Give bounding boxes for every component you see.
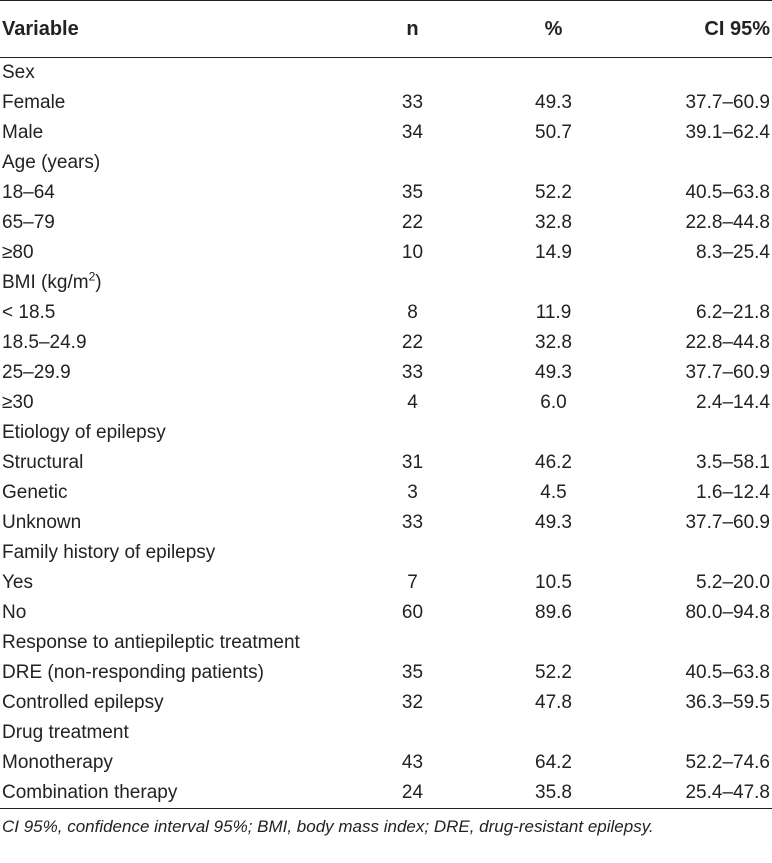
cell-variable <box>0 298 340 328</box>
cell-ci <box>622 148 772 178</box>
cell-percent: 10.5 <box>535 572 572 593</box>
variable-label: Family history of epilepsy <box>2 542 216 563</box>
cell-percent <box>485 268 622 298</box>
cell-ci: 40.5–63.8 <box>685 182 770 203</box>
cell-variable <box>0 778 340 809</box>
cell-n <box>340 628 485 658</box>
cell-n: 7 <box>407 572 418 593</box>
table-body <box>0 58 772 809</box>
cell-n: 22 <box>401 332 424 353</box>
cell-ci: 37.7–60.9 <box>685 362 770 383</box>
cell-percent: 32.8 <box>535 332 572 353</box>
table-row <box>0 538 772 568</box>
cell-percent <box>485 58 622 89</box>
cell-ci: 52.2–74.6 <box>685 752 770 773</box>
variable-label: ≥80 <box>2 242 34 263</box>
cell-percent: 52.2 <box>535 182 572 203</box>
cell-variable <box>0 478 340 508</box>
cell-variable <box>0 628 340 658</box>
table-row <box>0 238 772 268</box>
table-row <box>0 418 772 448</box>
cell-variable <box>0 748 340 778</box>
table-row <box>0 58 772 89</box>
cell-ci: 8.3–25.4 <box>696 242 770 263</box>
cell-n: 34 <box>401 122 424 143</box>
cell-ci: 37.7–60.9 <box>685 512 770 533</box>
table-row <box>0 598 772 628</box>
table-row <box>0 208 772 238</box>
cell-n <box>340 718 485 748</box>
cell-n: 43 <box>401 752 424 773</box>
cell-ci: 37.7–60.9 <box>685 92 770 113</box>
cell-variable <box>0 208 340 238</box>
cell-n <box>340 268 485 298</box>
cell-percent: 46.2 <box>535 452 572 473</box>
variable-label: 18.5–24.9 <box>2 332 87 353</box>
variable-label: No <box>2 602 27 623</box>
cell-variable <box>0 418 340 448</box>
cell-percent: 52.2 <box>535 662 572 683</box>
cell-n <box>340 538 485 568</box>
table-row <box>0 118 772 148</box>
cell-n: 33 <box>401 92 424 113</box>
cell-n <box>340 418 485 448</box>
cell-variable <box>0 388 340 418</box>
header-percent: % <box>485 1 622 58</box>
cell-ci: 39.1–62.4 <box>685 122 770 143</box>
table-row <box>0 478 772 508</box>
header-row <box>0 1 772 58</box>
cell-ci <box>622 538 772 568</box>
table-row <box>0 328 772 358</box>
header-n: n <box>340 1 485 58</box>
cell-n: 24 <box>340 778 485 809</box>
cell-variable <box>0 268 340 298</box>
cell-percent: 49.3 <box>535 92 572 113</box>
cell-variable <box>0 178 340 208</box>
variable-suffix: ) <box>95 272 102 293</box>
cell-n <box>340 148 485 178</box>
cell-n: 4 <box>407 392 418 413</box>
cell-percent: 32.8 <box>535 212 572 233</box>
table-row <box>0 88 772 118</box>
cell-n: 3 <box>407 482 418 503</box>
cell-ci: 6.2–21.8 <box>696 302 770 323</box>
cell-n: 22 <box>401 212 424 233</box>
cell-ci: 1.6–12.4 <box>696 482 770 503</box>
variable-label: Combination therapy <box>2 782 178 803</box>
variable-label: BMI (kg/m <box>2 272 89 293</box>
cell-n: 31 <box>401 452 424 473</box>
variable-label: Sex <box>2 62 35 83</box>
cell-ci <box>622 268 772 298</box>
variable-label: Structural <box>2 452 84 473</box>
cell-n: 33 <box>401 362 424 383</box>
table-row <box>0 568 772 598</box>
cell-ci: 3.5–58.1 <box>696 452 770 473</box>
table-row <box>0 718 772 748</box>
variable-label: Male <box>2 122 44 143</box>
cell-ci <box>622 718 772 748</box>
cell-ci: 36.3–59.5 <box>685 692 770 713</box>
cell-percent: 4.5 <box>540 482 567 503</box>
cell-ci: 2.4–14.4 <box>696 392 770 413</box>
cell-ci: 22.8–44.8 <box>685 212 770 233</box>
cell-percent: 6.0 <box>540 392 567 413</box>
variable-label: Controlled epilepsy <box>2 692 164 713</box>
cell-variable <box>0 148 340 178</box>
cell-variable <box>0 118 340 148</box>
table-row <box>0 778 772 809</box>
variable-label: Genetic <box>2 482 68 503</box>
cell-variable <box>0 568 340 598</box>
header-variable: Variable <box>0 1 340 58</box>
cell-variable <box>0 328 340 358</box>
cell-variable <box>0 88 340 118</box>
table-row <box>0 508 772 538</box>
cell-percent: 49.3 <box>535 512 572 533</box>
cell-ci: 22.8–44.8 <box>685 332 770 353</box>
table-row <box>0 658 772 688</box>
table-row <box>0 448 772 478</box>
variable-label: Unknown <box>2 512 82 533</box>
table-row <box>0 388 772 418</box>
variable-label: < 18.5 <box>2 302 56 323</box>
cell-percent: 50.7 <box>535 122 572 143</box>
variable-label: Response to antiepileptic treatment <box>2 632 300 653</box>
cell-variable <box>0 538 340 568</box>
cell-percent <box>485 148 622 178</box>
cell-variable <box>0 58 340 89</box>
cell-variable <box>0 238 340 268</box>
variable-label: Female <box>2 92 66 113</box>
cell-variable <box>0 358 340 388</box>
table-row <box>0 358 772 388</box>
table-footnote: CI 95%, confidence interval 95%; BMI, body mass index; DRE, drug-resistant epilepsy. <box>2 817 654 836</box>
cell-percent: 47.8 <box>535 692 572 713</box>
cell-n: 32 <box>401 692 424 713</box>
variable-label: Yes <box>2 572 33 593</box>
variable-label: Monotherapy <box>2 752 113 773</box>
cell-ci <box>622 58 772 89</box>
cell-n <box>340 58 485 89</box>
variable-label: 18–64 <box>2 182 55 203</box>
variable-label: Age (years) <box>2 152 101 173</box>
cell-percent <box>485 718 622 748</box>
table-row <box>0 688 772 718</box>
cell-ci <box>622 628 772 658</box>
cell-variable <box>0 598 340 628</box>
table-row <box>0 178 772 208</box>
cell-percent: 14.9 <box>535 242 572 263</box>
table-header <box>0 1 772 58</box>
cell-ci: 25.4–47.8 <box>622 778 772 809</box>
cell-n: 35 <box>401 662 424 683</box>
cell-percent: 35.8 <box>485 778 622 809</box>
cell-percent <box>485 538 622 568</box>
cell-percent: 89.6 <box>535 602 572 623</box>
variable-label: ≥30 <box>2 392 34 413</box>
cell-ci <box>622 418 772 448</box>
cell-ci: 40.5–63.8 <box>685 662 770 683</box>
cell-n: 35 <box>401 182 424 203</box>
variable-label: 25–29.9 <box>2 362 71 383</box>
variable-label: 65–79 <box>2 212 55 233</box>
table-row <box>0 748 772 778</box>
variable-label: DRE (non-responding patients) <box>2 662 264 683</box>
cell-n: 8 <box>407 302 418 323</box>
header-ci: CI 95% <box>622 1 772 58</box>
cell-variable <box>0 718 340 748</box>
cell-variable <box>0 658 340 688</box>
table-row <box>0 268 772 298</box>
cell-percent <box>485 418 622 448</box>
cell-percent: 49.3 <box>535 362 572 383</box>
cell-percent <box>485 628 622 658</box>
variable-label: Drug treatment <box>2 722 129 743</box>
cell-ci: 5.2–20.0 <box>696 572 770 593</box>
cell-ci: 80.0–94.8 <box>685 602 770 623</box>
cell-percent: 11.9 <box>535 302 572 323</box>
table-row <box>0 298 772 328</box>
cell-n: 60 <box>401 602 424 623</box>
cell-n: 10 <box>401 242 424 263</box>
cell-variable <box>0 688 340 718</box>
table-row <box>0 148 772 178</box>
superscript: 2 <box>88 269 96 284</box>
cell-variable <box>0 508 340 538</box>
cell-variable <box>0 448 340 478</box>
table-row <box>0 628 772 658</box>
cell-n: 33 <box>401 512 424 533</box>
variable-label: Etiology of epilepsy <box>2 422 166 443</box>
cell-percent: 64.2 <box>535 752 572 773</box>
